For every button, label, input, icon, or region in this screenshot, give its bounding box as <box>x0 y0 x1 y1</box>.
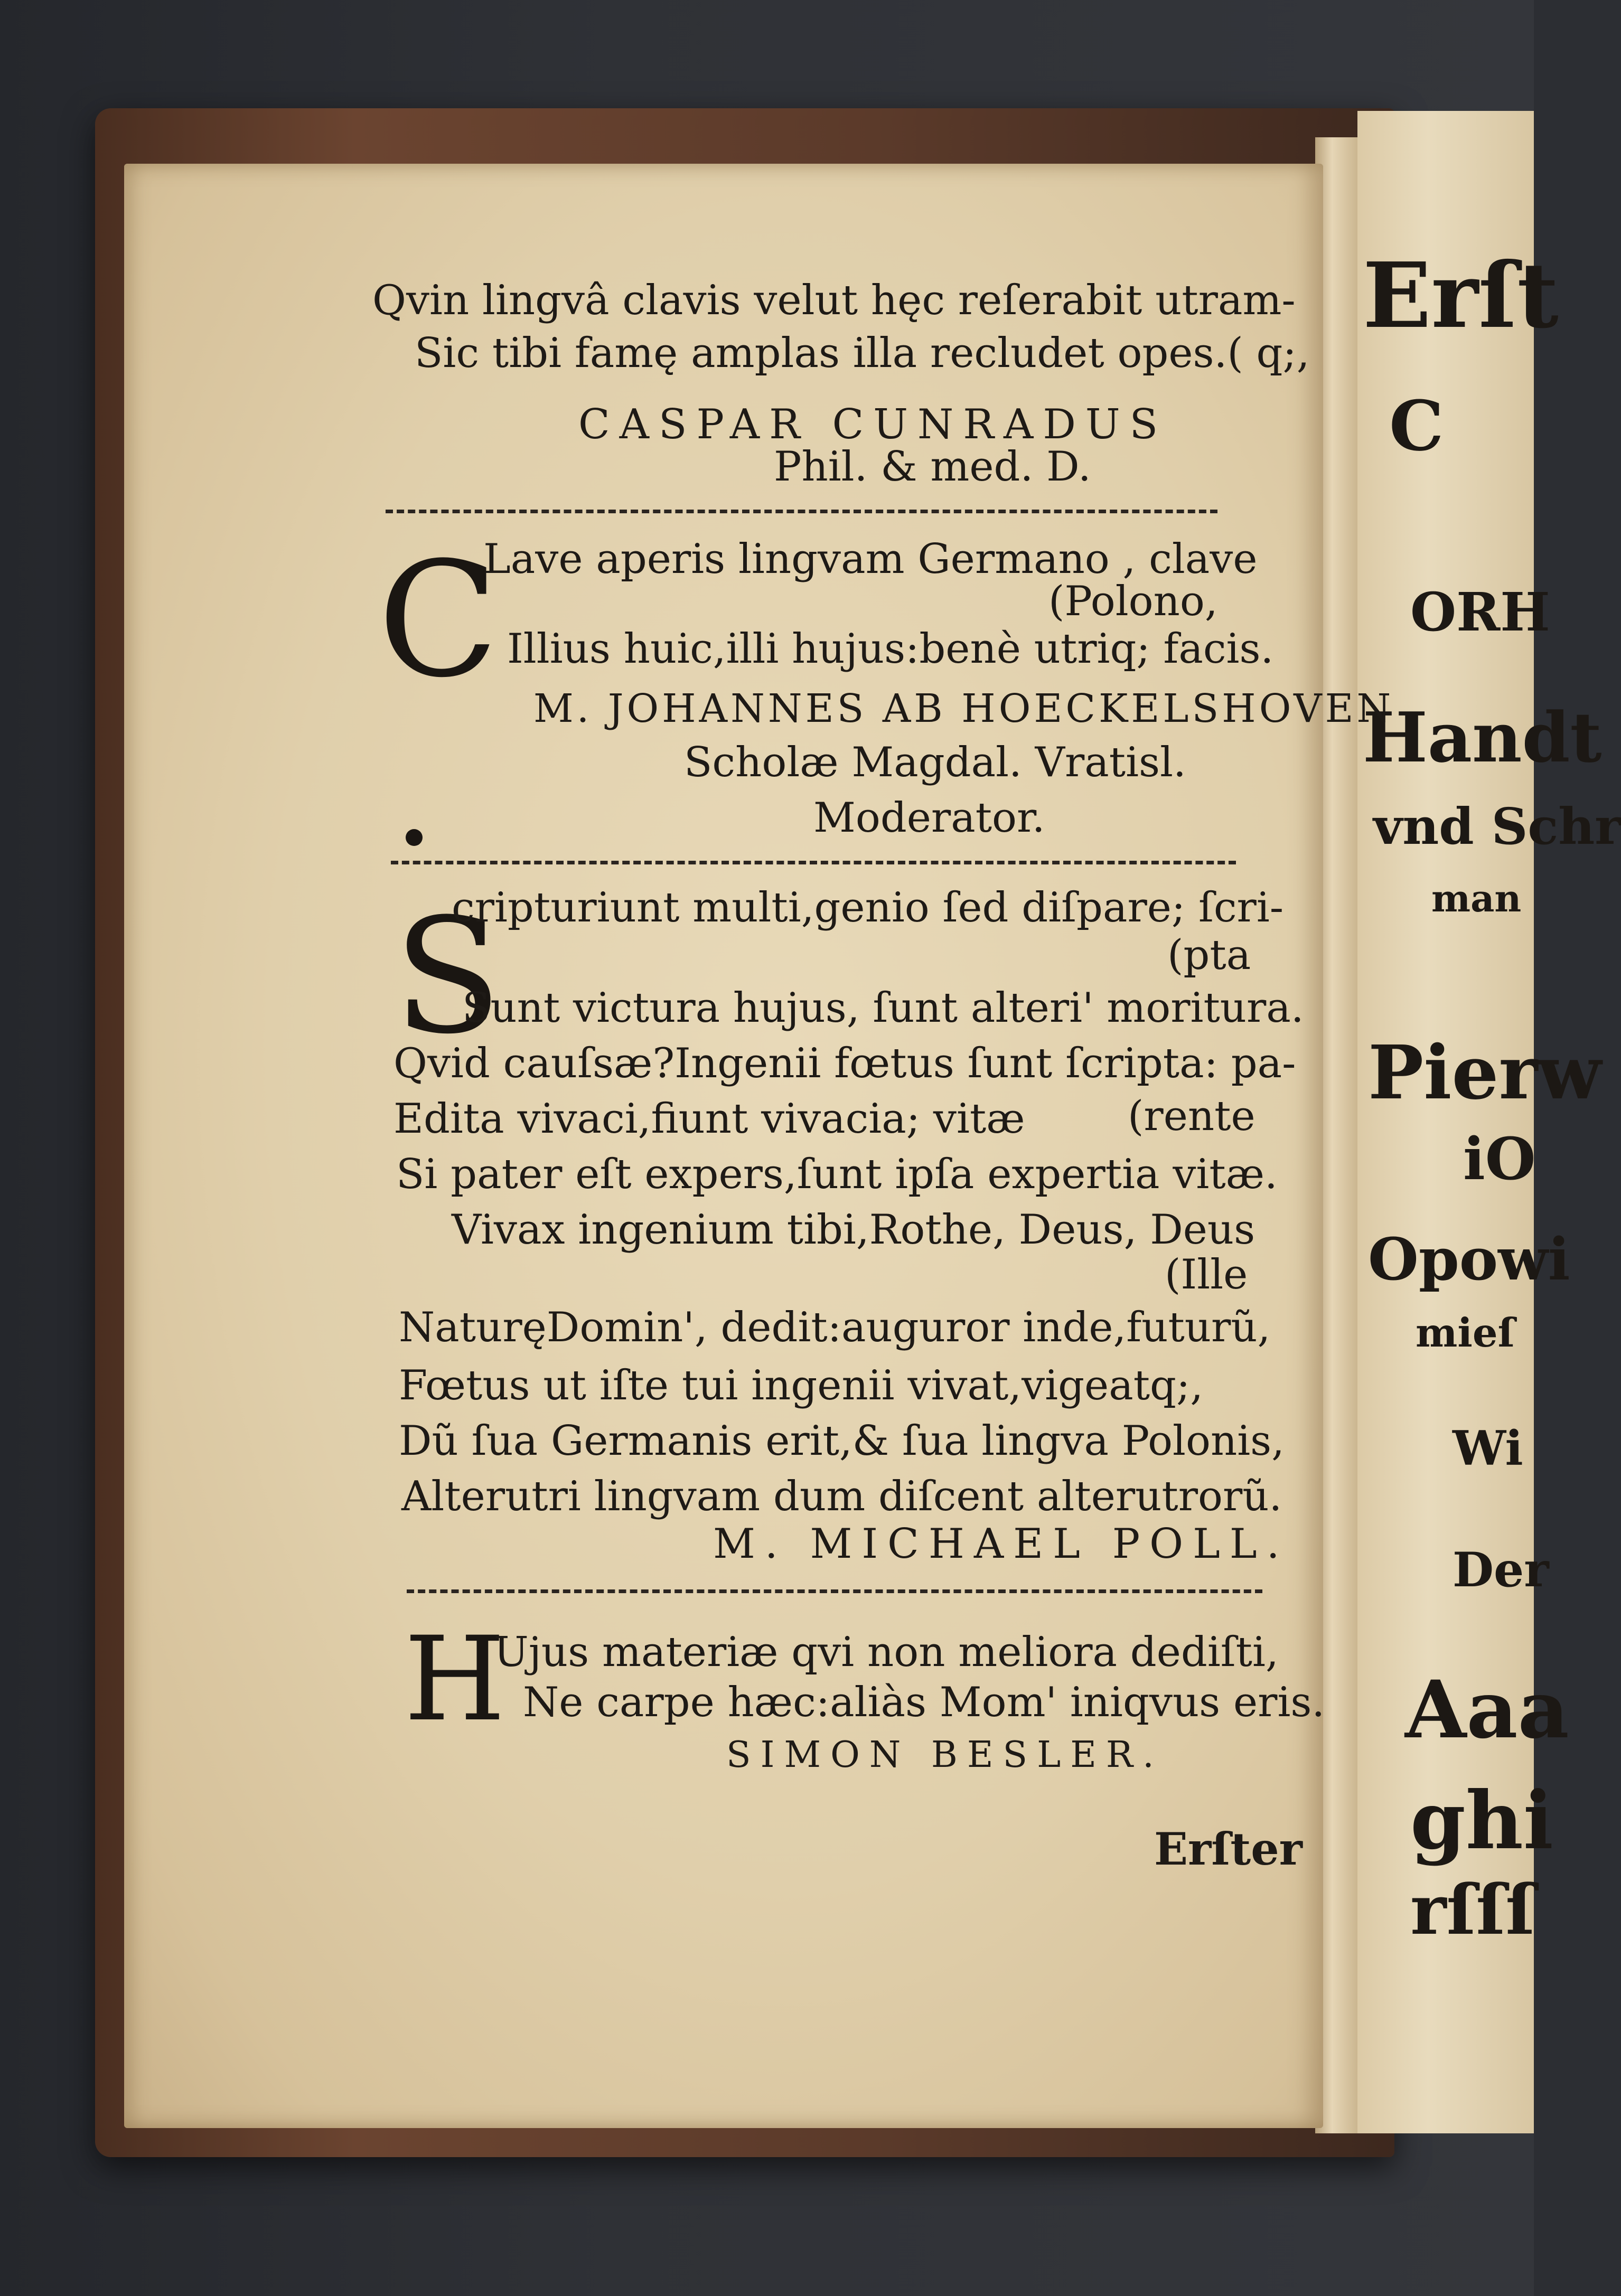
poem2-line1: Lave aperis lingvam Germano , clave <box>483 535 1258 583</box>
poem3-line4-cont: (rente <box>1128 1093 1255 1140</box>
drop-cap-c: C <box>378 528 499 712</box>
poem3-line6-cont: (Ille <box>1165 1251 1248 1298</box>
facing-page-text: C <box>1389 385 1444 466</box>
facing-page-text: Wi <box>1453 1420 1523 1476</box>
poem3-line2: Sunt victura hujus, ſunt alteri' moritura. <box>462 984 1304 1032</box>
ink-dot <box>406 829 423 846</box>
facing-page-text: man <box>1431 877 1522 920</box>
facing-page-text: Opowi <box>1368 1225 1570 1293</box>
poem2-line1-cont: (Polono, <box>1048 578 1218 625</box>
poem2-author: M. JOHANNES AB HOECKELSHOVEN <box>533 686 1394 731</box>
facing-page-text: ORH <box>1410 581 1550 643</box>
poem3-line7: NaturęDomin', dedit:auguror inde,futurũ, <box>399 1304 1271 1351</box>
facing-page-text: mieſ <box>1416 1310 1515 1356</box>
poem1-author: CASPAR CUNRADUS <box>578 401 1168 448</box>
poem4-author: SIMON BESLER. <box>726 1734 1164 1776</box>
poem1-line1: Qvin lingvâ clavis velut hęc reſerabit utram- <box>372 277 1296 324</box>
poem3-line1: cripturiunt multi,genio ſed diſpare; ſcri- <box>452 884 1284 931</box>
facing-page-text: Aaa <box>1405 1663 1569 1756</box>
separator-rule <box>391 861 1236 864</box>
facing-page-text: iO <box>1463 1125 1536 1193</box>
facing-page-text: ghi <box>1410 1774 1553 1867</box>
book-page <box>124 164 1323 2128</box>
facing-page-text: vnd Schr <box>1373 797 1621 856</box>
poem3-line8: Fœtus ut iſte tui ingenii vivat,vigeatq;, <box>399 1362 1204 1409</box>
poem3-line6: Vivax ingenium tibi,Rothe, Deus, Deus <box>452 1206 1255 1254</box>
poem4-line1: Ujus materiæ qvi non meliora dediſti, <box>494 1629 1279 1676</box>
poem4-line2: Ne carpe hæc:aliàs Mom' iniqvus eris. <box>523 1679 1325 1726</box>
poem2-author-line2: Scholæ Magdal. Vratisl. <box>684 739 1186 786</box>
drop-cap-h: H <box>404 1612 505 1747</box>
facing-page-text: rſſſ <box>1410 1869 1535 1950</box>
facing-page-fragment <box>1357 111 1621 2133</box>
catchword: Erſter <box>1154 1823 1303 1875</box>
poem3-line10: Alterutri lingvam dum diſcent alterutrorũ. <box>401 1473 1282 1520</box>
poem2-line2: Illius huic,illi hujus:benè utriq; facis. <box>507 625 1274 673</box>
poem3-author: M. MICHAEL POLL. <box>713 1520 1289 1568</box>
facing-page-text: Handt <box>1363 697 1602 778</box>
poem1-author-title: Phil. & med. D. <box>774 443 1091 491</box>
poem3-line4: Edita vivaci,fiunt vivacia; vitæ <box>393 1095 1025 1143</box>
poem3-line1-cont: (pta <box>1167 931 1251 979</box>
drop-cap-s: S <box>393 884 502 1069</box>
poem3-line9: Dũ ſua Germanis erit,& ſua lingva Polonis, <box>399 1417 1285 1465</box>
poem2-author-line3: Moderator. <box>813 794 1045 842</box>
poem3-line3: Qvid cauſsæ?Ingenii fœtus ſunt ſcripta: pa- <box>393 1040 1296 1087</box>
separator-rule <box>386 510 1217 513</box>
facing-page-text: Pierw <box>1368 1030 1601 1116</box>
separator-rule <box>407 1589 1262 1593</box>
facing-page-text: Der <box>1453 1542 1549 1598</box>
poem3-line5: Si pater eſt expers,ſunt ipſa expertia vitæ. <box>396 1151 1278 1198</box>
facing-page-text: Erſt <box>1363 243 1559 349</box>
poem1-line2: Sic tibi famę amplas illa recludet opes.( q;, <box>415 330 1310 377</box>
